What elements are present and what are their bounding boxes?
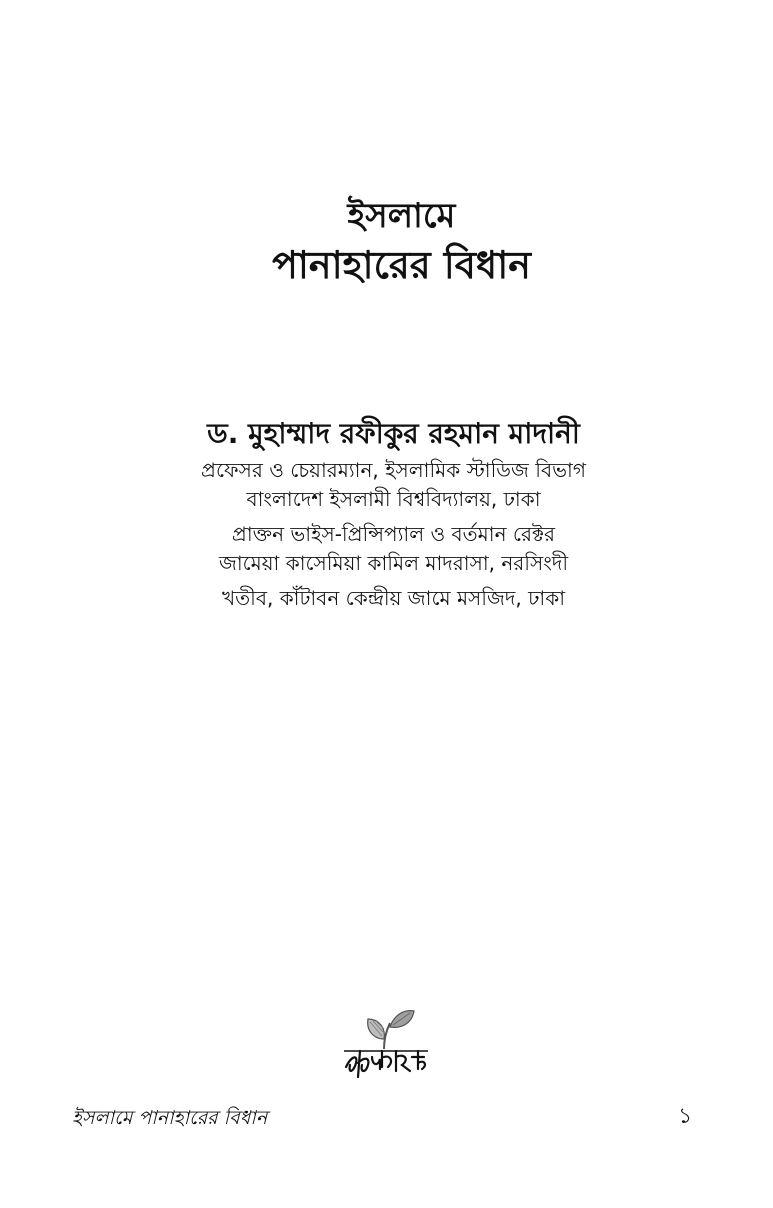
author-name: ড. মুহাম্মাদ রফীকুর রহমান মাদানী xyxy=(207,417,580,450)
book-title xyxy=(0,192,773,290)
affiliation-line: প্রাক্তন ভাইস-প্রিন্সিপ্যাল ও বর্তমান রেক্টর xyxy=(231,522,556,546)
page-number: ১ xyxy=(678,1104,693,1129)
publisher-logo xyxy=(338,1005,434,1085)
leaf-sprout-icon xyxy=(338,1005,434,1085)
affiliation-line: খতীব, কাঁটাবন কেন্দ্রীয় জামে মসজিদ, ঢাকা xyxy=(221,586,566,610)
title-line-1: ইসলামে xyxy=(347,196,456,236)
affiliation-line: জামেয়া কাসেমিয়া কামিল মাদরাসা, নরসিংদী xyxy=(218,551,569,575)
author-block xyxy=(0,412,773,613)
affiliation-line: প্রফেসর ও চেয়ারম্যান, ইসলামিক স্টাডিজ বিভাগ xyxy=(201,458,586,482)
title-line-2: পানাহারের বিধান xyxy=(272,243,531,287)
running-title: ইসলামে পানাহারের বিধান xyxy=(72,1107,268,1129)
affiliation-line: বাংলাদেশ ইসলামী বিশ্ববিদ্যালয়, ঢাকা xyxy=(246,487,541,511)
